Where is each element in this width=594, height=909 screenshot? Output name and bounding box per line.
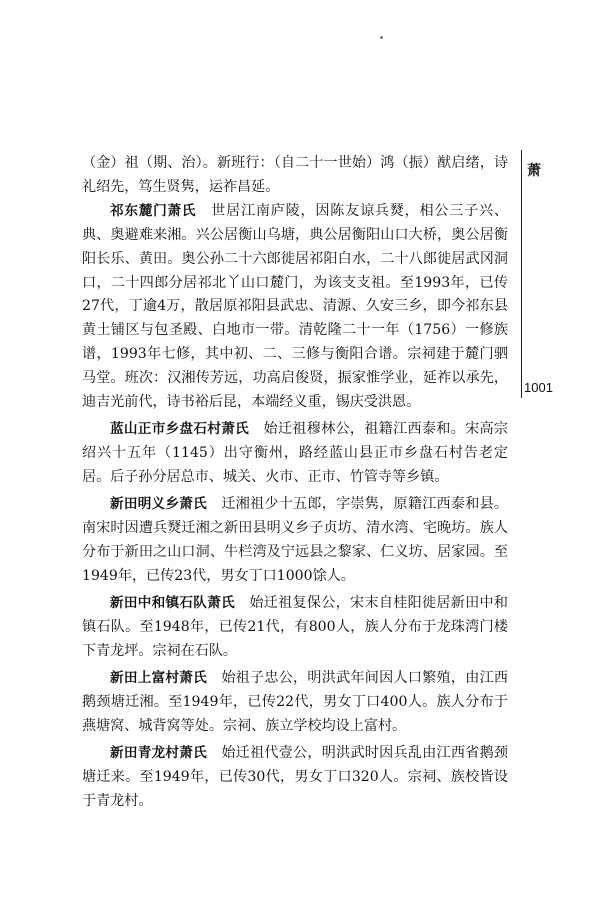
margin-rule <box>521 150 522 398</box>
entry-paragraph <box>82 200 508 415</box>
entry-paragraph <box>82 667 508 739</box>
page-speck <box>380 36 383 39</box>
entry-text: 迁湘祖少十五郎，字崇隽，原籍江西泰和县。南宋时因遭兵燹迁湘之新田县明义乡子贞坊、清水湾、宅晚坊。族人分布于新田之山口洞、牛栏湾及宁远县之黎家、仁义坊、居家园。至1949年，已传23代，男女丁口1000馀人。 <box>82 496 509 584</box>
clan-name: 新田中和镇石队萧氏 <box>110 594 235 611</box>
entry-paragraph <box>82 418 508 490</box>
clan-name: 新田上富村萧氏 <box>110 669 207 686</box>
body-text <box>82 152 508 813</box>
entry-text: 世居江南庐陵，因陈友谅兵燹，相公三子兴、典、奥避难来湘。兴公居衡山乌塘，典公居衡阳山口大桥，奥公居衡阳长乐、黄田。奥公孙二十六郎徙居祁阳白水，二十八郎徙居武冈洞口，二十四郎分居祁北丫山口麓门，为该支支祖。至1993年，已传27代，丁逾4万，散居原祁阳县武忠、清源、久安三乡，即今祁东县黄土铺区与包圣殿、白地市一带。清乾隆二十一年（1756）一修族谱，1993年七修，其中初、二、三修与衡阳合谱。宗祠建于麓门驷马堂。班次：汉湘传芳远，功高启俊贤，振家惟学业，延祚以承先，迪吉光前代，诗书裕后昆，本端经义重，锡庆受洪恩。 <box>82 202 509 411</box>
entry-text: 始迁祖代壹公，明洪武时因兵乱由江西省鹅颈塘迁来。至1949年，已传30代，男女丁口320人。宗祠、族校皆设于青龙村。 <box>82 744 509 809</box>
entry-paragraph <box>82 493 508 589</box>
section-surname: 萧 <box>527 163 541 179</box>
clan-name: 新田青龙村萧氏 <box>110 744 207 761</box>
clan-name: 蓝山正市乡盘石村萧氏 <box>110 421 250 438</box>
clan-name: 祁东麓门萧氏 <box>110 202 197 219</box>
entry-paragraph <box>82 592 508 664</box>
entry-text: 始迁祖复保公，宋末自桂阳徙居新田中和镇石队。至1948年，已传21代，有800人，族人分布于龙珠湾门楼下青龙坪。宗祠在石队。 <box>82 594 509 659</box>
entry-text: 始迁祖穆林公，祖籍江西泰和。宋高宗绍兴十五年（1145）出守衡州，路经蓝山县正市乡盘石村告老定居。后子孙分居总市、城关、火市、正市、竹管寺等乡镇。 <box>82 421 509 485</box>
page-number: 1001 <box>524 380 553 395</box>
entry-paragraph <box>82 742 508 814</box>
entry-text: 始祖子忠公，明洪武年间因人口繁殖，由江西鹅颈塘迁湘。至1949年，已传22代，男女丁口400人。族人分布于燕塘窝、城背窝等处。宗祠、族立学校均设上富村。 <box>82 669 509 734</box>
clan-name: 新田明义乡萧氏 <box>110 496 207 513</box>
intro-paragraph: （金）祖（期、治）。新班行：（自二十一世始）鸿（振）猷启绪，诗礼绍先，笃生贤隽，运祚昌延。 <box>82 155 508 195</box>
